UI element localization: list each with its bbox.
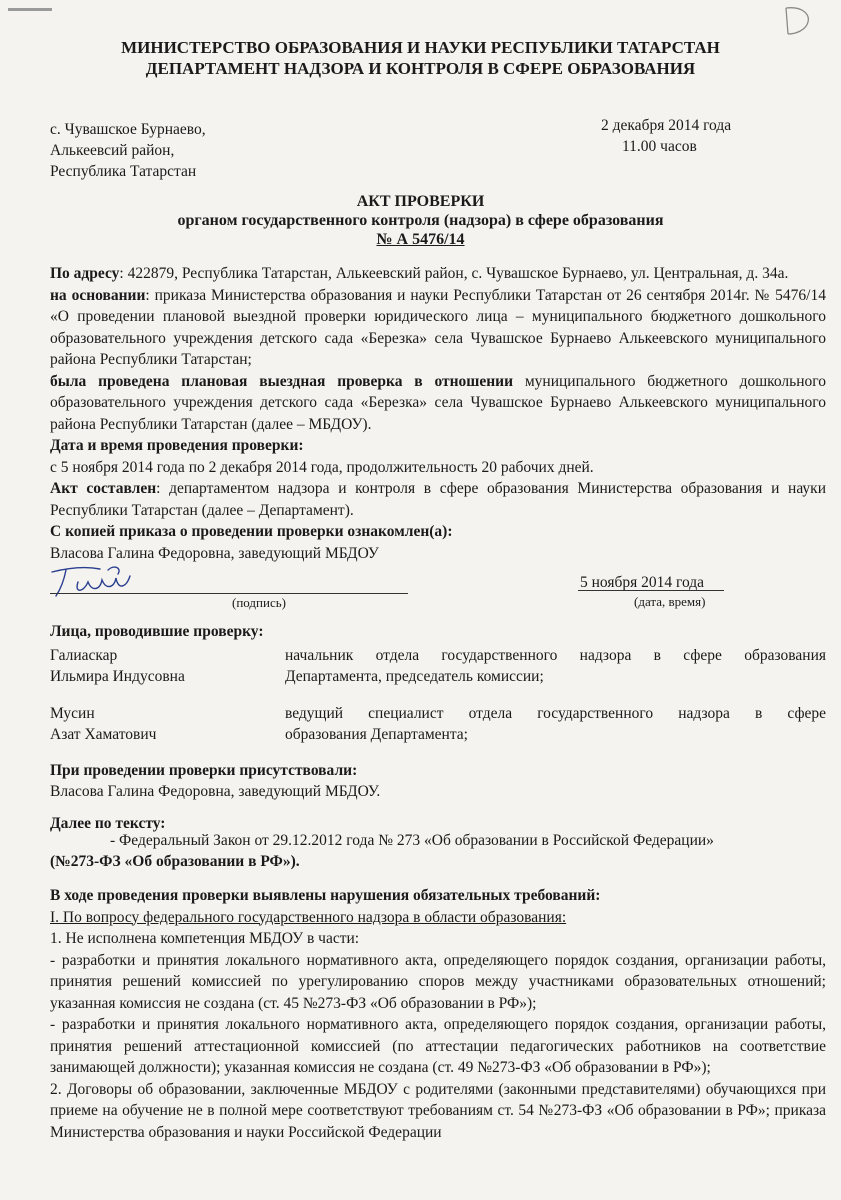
- inspection-label: была проведена плановая выездная проверка в отношении: [50, 372, 514, 390]
- further-label: Далее по тексту:: [50, 815, 166, 832]
- inspection-paragraph: [50, 371, 826, 436]
- violations-section: I. По вопросу федерального государственного надзора в области образования:: [50, 908, 567, 926]
- inspector-2-role-line2: образования Департамента;: [285, 726, 468, 743]
- inspector-2-role-line1: ведущий специалист отдела государственного надзора в сфере: [285, 705, 826, 722]
- violation-item-1: 1. Не исполнена компетенция МБДОУ в части:: [50, 930, 360, 947]
- signature-date: 5 ноября 2014 года: [580, 574, 705, 591]
- address-paragraph: [50, 263, 826, 285]
- period-text: с 5 ноября 2014 года по 2 декабря 2014 года, продолжительность 20 рабочих дней.: [50, 458, 594, 476]
- violation-item-1a: - разработки и принятия локального нормативного акта, определяющего порядок создания, организации работы, принятия решений комиссией по урегулированию споров между участниками образовательных отношений; указанная комиссия не создана (ст. 45 №273-ФЗ «Об образовании в РФ»);: [50, 951, 826, 1012]
- location-line3: Республика Татарстан: [50, 163, 197, 180]
- ministry-header-line2: ДЕПАРТАМЕНТ НАДЗОРА И КОНТРОЛЯ В СФЕРЕ ОБРАЗОВАНИЯ: [145, 59, 696, 78]
- further-abbreviation: (№273-ФЗ «Об образовании в РФ»).: [50, 853, 300, 870]
- further-law: - Федеральный Закон от 29.12.2012 года № 273 «Об образовании в Российской Федерации»: [110, 832, 714, 849]
- violation-item-2: 2. Договоры об образовании, заключенные МБДОУ с родителями (законными представителями) обучающихся при приеме на обучение не в полной мере соответствуют требованиям ст. 54 №273-ФЗ «Об образовании в РФ»; приказа Министерства образования и науки Российской Федерации: [50, 1080, 826, 1141]
- present-label: При проведении проверки присутствовали:: [50, 762, 358, 779]
- location-line1: с. Чувашское Бурнаево,: [50, 121, 206, 138]
- body-block: [50, 263, 826, 564]
- act-title: АКТ ПРОВЕРКИ: [356, 193, 485, 210]
- period-label: Дата и время проведения проверки:: [50, 437, 304, 454]
- violation-item-1b: - разработки и принятия локального нормативного акта, определяющего порядок создания, организации работы, принятия решений аттестационной комиссией (по аттестации педагогических работников на соответствие занимающей должности); указанная комиссия не создана (ст. 49 №273-ФЗ «Об образовании в РФ»);: [50, 1016, 826, 1076]
- drawn-up-label: Акт составлен: [50, 480, 157, 497]
- act-date: 2 декабря 2014 года: [601, 117, 732, 134]
- basis-text: : приказа Министерства образования и науки Республики Татарстан от 26 сентября 2014г. № 5476/14 «О проведении плановой выездной проверки юридического лица – муниципального бюджетного дошкольного образовательного учреждения детского сада «Березка» села Чувашское Бурнаево Алькеевского муниципального района Республики Татарстан;: [50, 286, 826, 368]
- inspector-1-surname: Галиаскар: [50, 647, 118, 664]
- signature-caption: (подпись): [232, 595, 286, 610]
- inspection-text: муниципального бюджетного дошкольного образовательного учреждения детского сада «Березка» села Чувашское Бурнаево Алькеевского муниципального района Республики Татарстан (далее – МБДОУ).: [50, 372, 827, 433]
- present-text: Власова Галина Федоровна, заведующий МБДОУ.: [50, 783, 381, 800]
- signature-line: [50, 593, 408, 594]
- address-label: По адресу: [50, 265, 120, 282]
- basis-paragraph: [50, 285, 826, 371]
- violations-label: В ходе проведения проверки выявлены нарушения обязательных требований:: [50, 887, 601, 904]
- location-line2: Алькеевсий район,: [50, 142, 175, 159]
- signature-scribble: [48, 560, 148, 600]
- acquainted-label: С копией приказа о проведении проверки ознакомлен(а):: [50, 523, 453, 540]
- act-time: 11.00 часов: [622, 138, 697, 155]
- basis-label: на основании: [50, 286, 146, 304]
- inspectors-label: Лица, проводившие проверку:: [50, 623, 264, 640]
- inspector-1-role-line2: Департамента, председатель комиссии;: [285, 668, 544, 685]
- act-subtitle: органом государственного контроля (надзора) в сфере образования: [177, 212, 664, 229]
- drawn-up-paragraph: [50, 478, 826, 521]
- date-line: [578, 590, 724, 591]
- address-text: : 422879, Республика Татарстан, Алькеевский район, с. Чувашское Бурнаево, ул. Центральная, д. 34а.: [119, 265, 789, 282]
- signature-date-caption: (дата, время): [634, 594, 706, 609]
- scan-mark: [8, 8, 52, 11]
- acquainted-name: Власова Галина Федоровна, заведующий МБДОУ: [50, 544, 379, 562]
- handwritten-d-mark: [778, 4, 814, 38]
- act-number: № А 5476/14: [376, 231, 465, 248]
- violations-block: [50, 885, 826, 1143]
- ministry-header-line1: МИНИСТЕРСТВО ОБРАЗОВАНИЯ И НАУКИ РЕСПУБЛИКИ ТАТАРСТАН: [121, 38, 720, 57]
- inspector-1-given-name: Ильмира Индусовна: [50, 668, 185, 685]
- inspector-2-surname: Мусин: [50, 705, 95, 722]
- inspector-1-role-line1: начальник отдела государственного надзора в сфере образования: [285, 647, 826, 664]
- inspector-2-given-name: Азат Хаматович: [50, 726, 157, 743]
- drawn-up-text: : департаментом надзора и контроля в сфере образования Министерства образования и науки Республики Татарстан (далее – Департамент).: [50, 480, 826, 519]
